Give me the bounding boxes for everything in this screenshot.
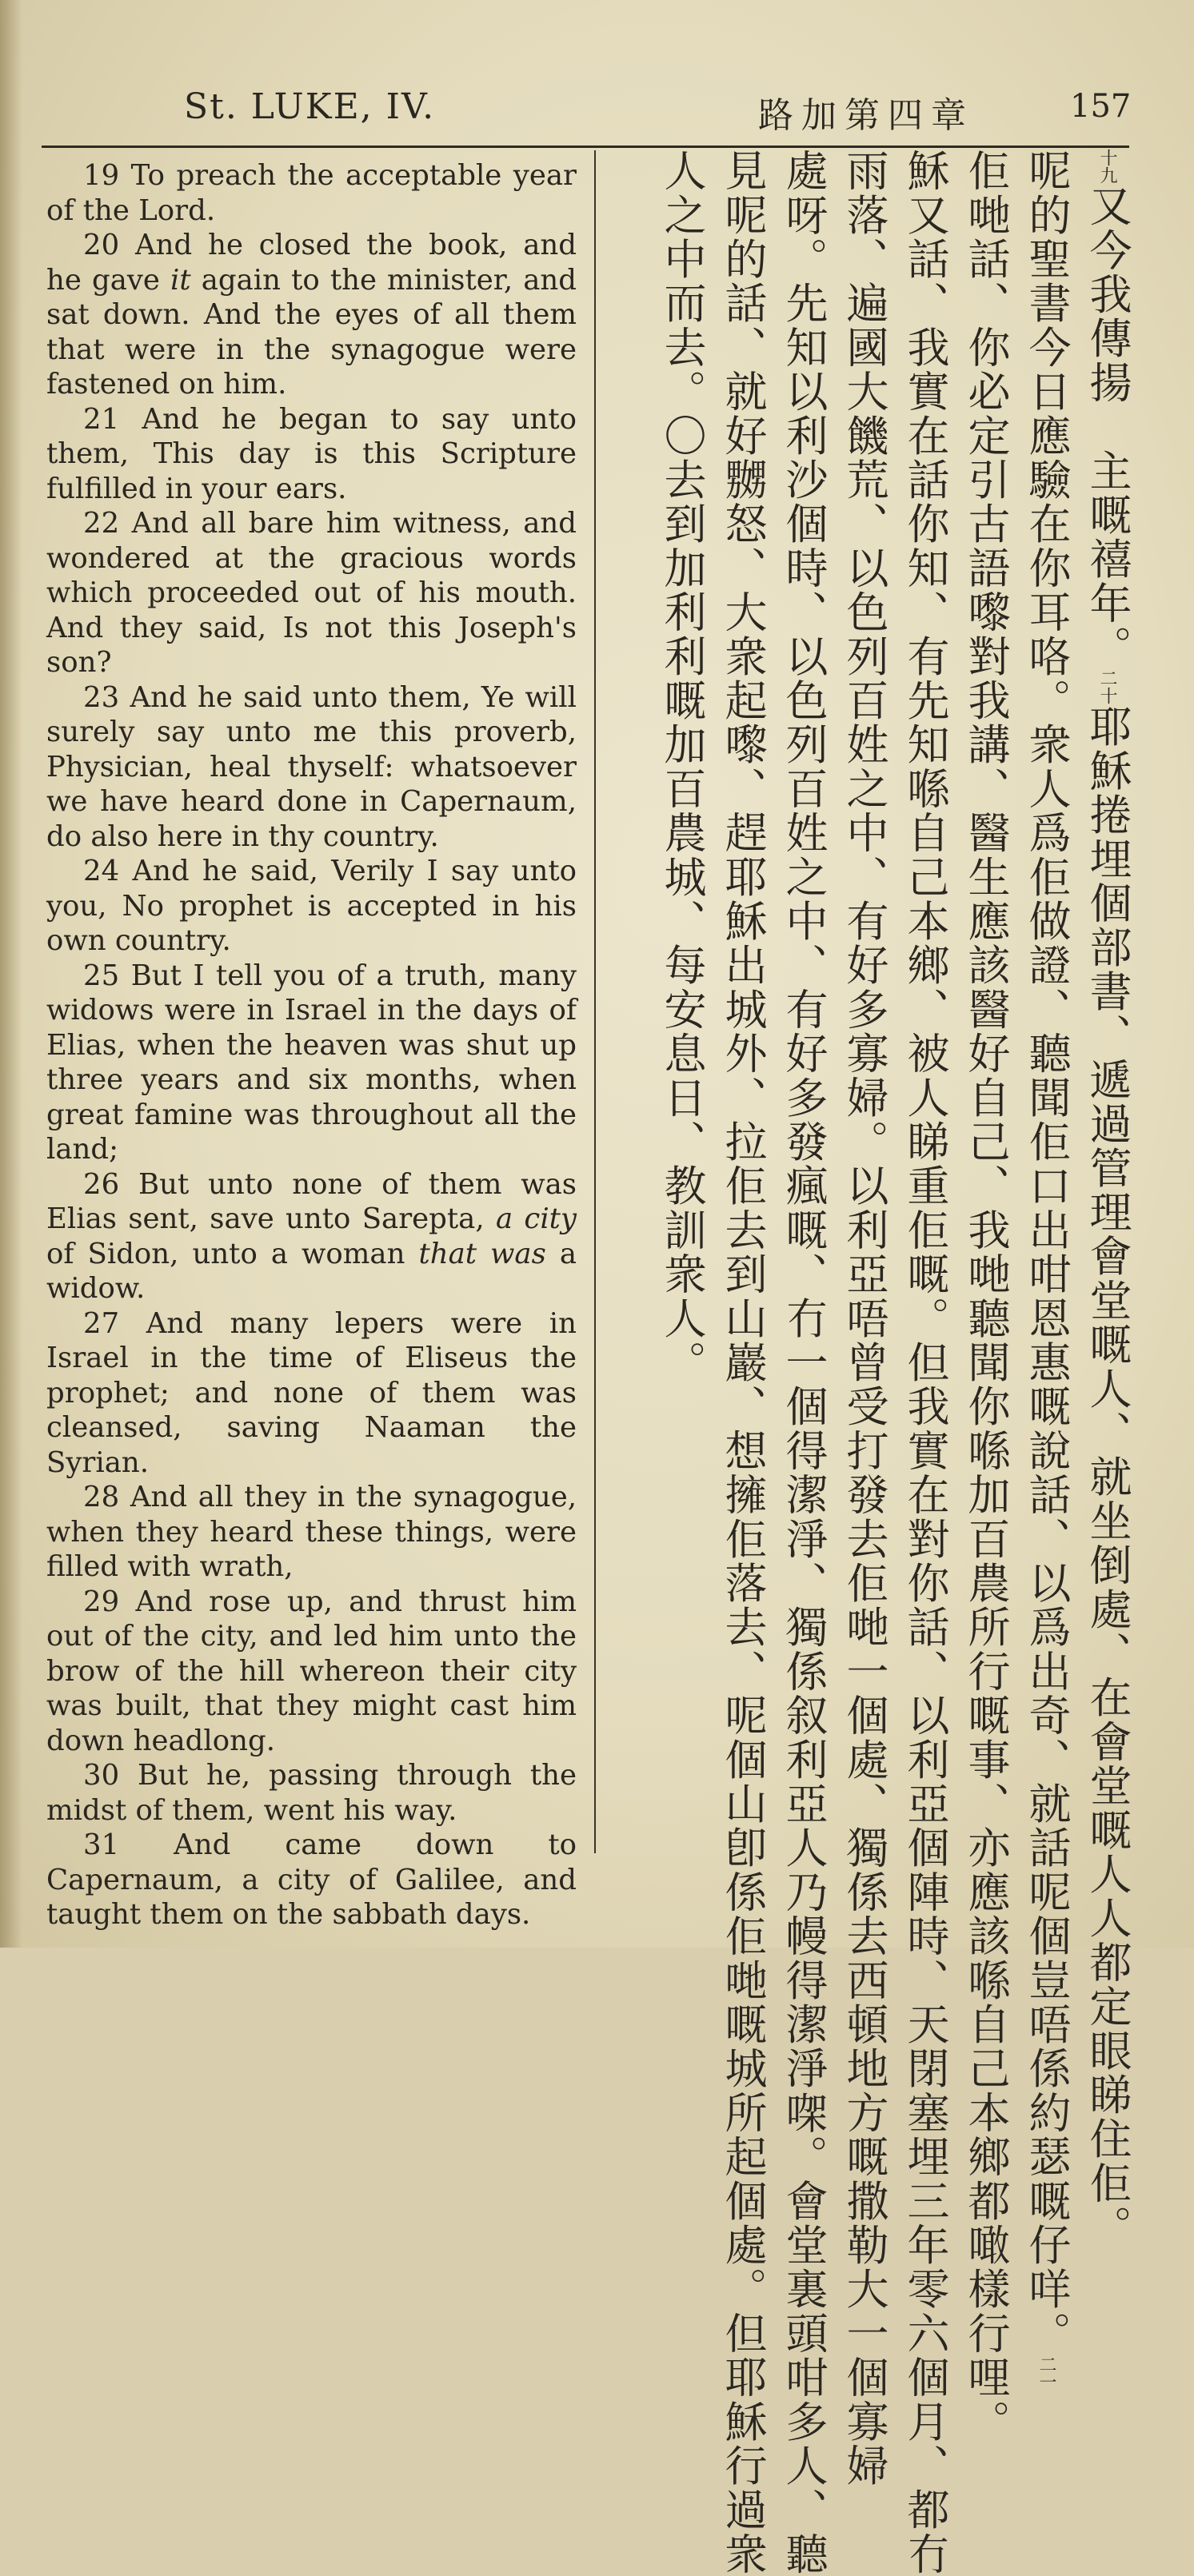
verse-italic: it [170,263,191,297]
verse-marker: 十九 [1097,149,1117,184]
page-number: 157 [1070,88,1132,125]
verse-28 [46,1480,577,1585]
verse-text: again to the minister, and sat down. And the eyes of all them that were in the synagogue were fastened on him. [46,263,577,401]
chinese-text: 呢的聖書今日應驗在你耳咯。衆人爲佢做證、聽聞佢口出咁恩惠嘅說話、以爲出奇、就話呢個豈唔係約瑟嘅仔咩。 [1022,149,1071,2355]
verse-text: To preach the acceptable year of the Lord. [46,159,577,227]
verse-number: 23 [83,680,120,714]
verse-21 [46,402,577,507]
verse-marker: 二十 [1097,669,1117,705]
chinese-line-2 [1016,149,1076,2391]
verse-number: 22 [83,507,120,540]
english-text-column [46,158,577,1931]
chinese-text: 穌又話、我實在話你知、有先知喺自己本鄉、被人睇重佢嘅。但我實在對你話、以利亞個陣時、天閉塞埋三年零六個月、都冇 [900,149,949,2576]
verse-29 [46,1585,577,1759]
chinese-text: 佢哋話、你必定引古語嚟對我講、醫生應該醫好自己、我哋聽聞你喺加百農所行嘅事、亦應該喺自己本鄉都噉樣行哩。 [961,149,1010,2444]
verse-text: And he said unto them, Ye will surely say unto me this proverb, Physician, heal thyself: whatsoever we have heard done in Capernaum, do also here in thy country. [46,680,577,853]
verse-26 [46,1167,577,1306]
verse-text: But unto none of them was Elias sent, save unto Sarepta, [46,1167,577,1235]
chinese-text: 又今我傳揚 主嘅禧年。 [1083,184,1132,670]
verse-number: 25 [83,959,120,992]
verse-number: 29 [83,1585,120,1618]
verse-20 [46,228,577,402]
verse-number: 28 [83,1481,120,1513]
chinese-line-7 [712,149,773,2576]
running-title-english: St. LUKE, IV. [184,86,436,127]
verse-number: 27 [83,1306,120,1340]
verse-text: And rose up, and thrust him out of the city, and led him unto the brow of the hill whereon their city was built, that they might cast him down headlong. [46,1585,577,1757]
verse-text: But he, passing through the midst of them, went his way. [46,1759,577,1827]
verse-text: And he said, Verily I say unto you, No prophet is accepted in his own country. [46,855,577,957]
verse-text: of Sidon, unto a woman [46,1237,419,1270]
chinese-line-8 [651,149,712,1868]
verse-22 [46,506,577,680]
verse-italic: that was [418,1237,546,1270]
verse-marker: 二一 [1036,2355,1056,2391]
verse-italic: a city [495,1202,577,1235]
verse-23 [46,680,577,855]
verse-text: a widow. [46,1237,577,1305]
verse-number: 31 [83,1828,120,1861]
verse-number: 21 [83,402,120,436]
chinese-line-6 [773,149,833,2576]
verse-text: And many lepers were in Israel in the time of Eliseus the prophet; and none of them was cleansed, saving Naaman the Syrian. [46,1306,577,1479]
verse-text: And all bare him witness, and wondered at the gracious words which proceeded out of his mouth. And they said, Is not this Joseph's son? [46,507,577,679]
verse-number: 30 [83,1759,120,1792]
verse-number: 19 [83,159,120,192]
page-header [0,0,1194,144]
verse-text: But I tell you of a truth, many widows were in Israel in the days of Elias, when the heaven was shut up three years and six months, when great famine was throughout all the land; [46,959,577,1166]
chinese-text: 見呢的話、就好嬲怒、大衆起嚟、趕耶穌出城外、拉佢去到山巖、想擁佢落去、呢個山卽係佢哋嘅城所起個處。但耶穌行過衆 [718,149,767,2576]
verse-text: And he began to say unto them, This day is this Scripture fulfilled in your ears. [46,402,577,505]
verse-number: 26 [83,1167,120,1201]
verse-27 [46,1306,577,1481]
chinese-text-column [609,149,1137,2576]
column-divider [594,150,596,1853]
verse-text: And he closed the book, and he gave [46,229,577,297]
chinese-text: 雨落、遍國大饑荒、以色列百姓之中、有好多寡婦。以利亞唔曾受打發去佢哋一個處、獨係去西頓地方嘅撒勒大一個寡婦 [840,149,889,2488]
verse-24 [46,854,577,959]
verse-31 [46,1828,577,1932]
chinese-text: 耶穌捲埋個部書、遞過管理會堂嘅人、就坐倒處、在會堂嘅人人都定眼睇住佢。 [1083,704,1132,2250]
running-title-chinese: 路加第四章 [758,95,974,136]
chinese-text: 人之中而去。〇去到加利利嘅加百農城、每安息日、教訓衆人。 [657,149,706,1385]
verse-text: And came down to Capernaum, a city of Galilee, and taught them on the sabbath days. [46,1828,577,1931]
verse-number: 24 [83,855,120,887]
header-rule [42,146,1129,148]
chinese-line-5 [833,149,894,2488]
chinese-line-1 [1076,149,1137,2250]
verse-number: 20 [83,229,120,261]
verse-19 [46,158,577,228]
page-edge-shadow [0,0,22,1948]
verse-25 [46,959,577,1167]
chinese-text: 處呀。先知以利沙個時、以色列百姓之中、有好多發瘋嘅、冇一個得潔淨、獨係叙利亞人乃幔得潔淨㗎。會堂裏頭咁多人、聽 [779,149,828,2576]
chinese-line-3 [955,149,1016,2444]
verse-text: And all they in the synagogue, when they heard these things, were filled with wrath, [46,1481,577,1583]
chinese-line-4 [894,149,955,2576]
verse-30 [46,1758,577,1828]
